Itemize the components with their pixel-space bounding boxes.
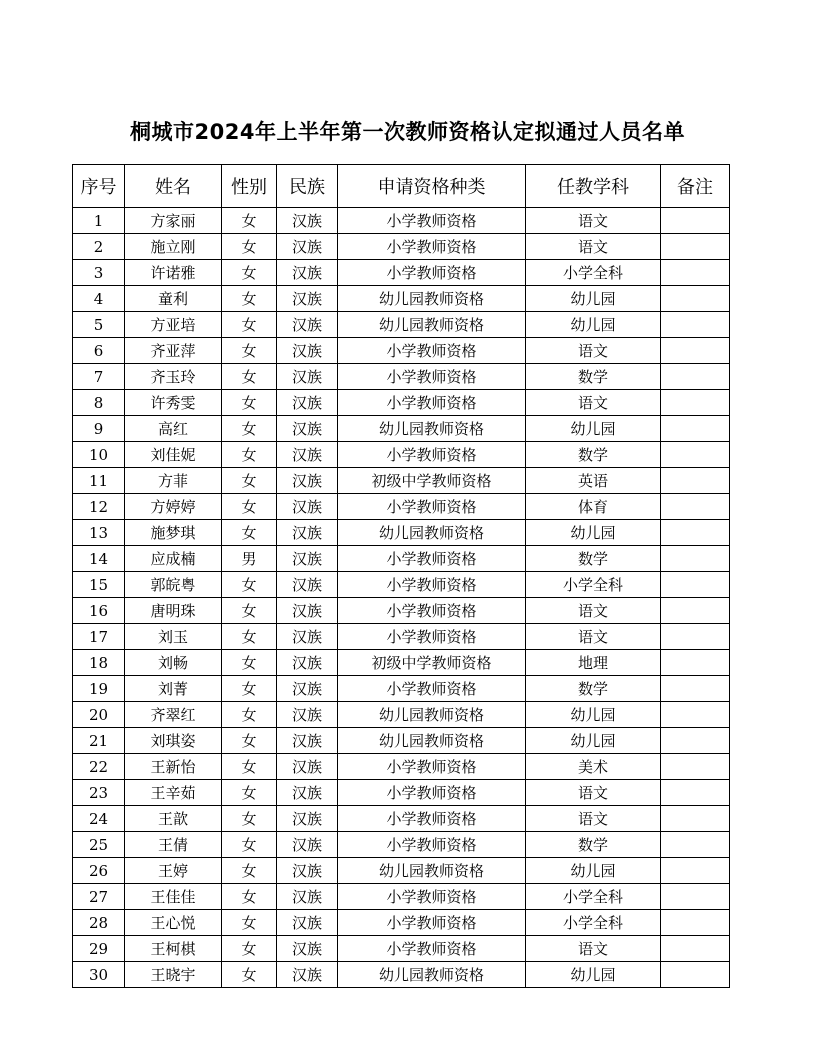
table-body [73,208,730,988]
cell-ethnicity: 汉族 [277,650,338,676]
cell-serial-number: 19 [73,676,125,702]
cell-ethnicity: 汉族 [277,494,338,520]
cell-qualification-type: 小学教师资格 [338,910,526,936]
table-row [73,754,730,780]
cell-name: 施立刚 [125,234,222,260]
cell-serial-number: 21 [73,728,125,754]
table-row [73,598,730,624]
cell-name: 施梦琪 [125,520,222,546]
cell-qualification-type: 小学教师资格 [338,624,526,650]
cell-ethnicity: 汉族 [277,858,338,884]
document-title: 桐城市2024年上半年第一次教师资格认定拟通过人员名单 [130,120,685,144]
table-row [73,806,730,832]
cell-name: 王歆 [125,806,222,832]
cell-teaching-subject: 英语 [526,468,661,494]
table-row [73,494,730,520]
cell-remarks [661,806,730,832]
cell-ethnicity: 汉族 [277,624,338,650]
cell-gender: 女 [222,390,277,416]
cell-gender: 女 [222,832,277,858]
cell-ethnicity: 汉族 [277,572,338,598]
cell-name: 唐明珠 [125,598,222,624]
cell-ethnicity: 汉族 [277,598,338,624]
cell-name: 方婷婷 [125,494,222,520]
cell-serial-number: 15 [73,572,125,598]
cell-qualification-type: 小学教师资格 [338,442,526,468]
cell-serial-number: 7 [73,364,125,390]
cell-qualification-type: 小学教师资格 [338,260,526,286]
cell-remarks [661,312,730,338]
table-row [73,650,730,676]
header-ethnicity: 民族 [277,165,338,208]
cell-ethnicity: 汉族 [277,390,338,416]
cell-serial-number: 3 [73,260,125,286]
cell-serial-number: 25 [73,832,125,858]
cell-serial-number: 11 [73,468,125,494]
cell-remarks [661,832,730,858]
cell-ethnicity: 汉族 [277,910,338,936]
roster-table [72,164,730,988]
cell-ethnicity: 汉族 [277,208,338,234]
cell-name: 王新怡 [125,754,222,780]
cell-gender: 女 [222,598,277,624]
cell-teaching-subject: 美术 [526,754,661,780]
table-row [73,780,730,806]
cell-remarks [661,208,730,234]
cell-ethnicity: 汉族 [277,234,338,260]
cell-remarks [661,936,730,962]
header-teaching-subject: 任教学科 [526,165,661,208]
cell-remarks [661,234,730,260]
cell-ethnicity: 汉族 [277,468,338,494]
cell-name: 王佳佳 [125,884,222,910]
table-row [73,858,730,884]
cell-ethnicity: 汉族 [277,520,338,546]
cell-ethnicity: 汉族 [277,442,338,468]
cell-remarks [661,650,730,676]
cell-gender: 女 [222,520,277,546]
cell-teaching-subject: 语文 [526,780,661,806]
cell-qualification-type: 幼儿园教师资格 [338,858,526,884]
cell-remarks [661,286,730,312]
cell-teaching-subject: 小学全科 [526,260,661,286]
cell-qualification-type: 幼儿园教师资格 [338,728,526,754]
cell-name: 王倩 [125,832,222,858]
cell-gender: 女 [222,338,277,364]
cell-ethnicity: 汉族 [277,728,338,754]
cell-remarks [661,572,730,598]
cell-qualification-type: 小学教师资格 [338,832,526,858]
cell-gender: 女 [222,884,277,910]
cell-teaching-subject: 地理 [526,650,661,676]
cell-ethnicity: 汉族 [277,754,338,780]
table-row [73,702,730,728]
cell-serial-number: 30 [73,962,125,988]
cell-teaching-subject: 语文 [526,624,661,650]
cell-qualification-type: 幼儿园教师资格 [338,312,526,338]
table-row [73,520,730,546]
cell-serial-number: 17 [73,624,125,650]
table-row [73,390,730,416]
header-row [73,165,730,208]
table-row [73,286,730,312]
cell-qualification-type: 小学教师资格 [338,572,526,598]
cell-serial-number: 14 [73,546,125,572]
table-row [73,910,730,936]
cell-name: 刘菁 [125,676,222,702]
cell-teaching-subject: 小学全科 [526,884,661,910]
cell-ethnicity: 汉族 [277,962,338,988]
cell-ethnicity: 汉族 [277,806,338,832]
cell-qualification-type: 小学教师资格 [338,208,526,234]
cell-teaching-subject: 数学 [526,364,661,390]
cell-teaching-subject: 小学全科 [526,572,661,598]
cell-serial-number: 5 [73,312,125,338]
cell-serial-number: 12 [73,494,125,520]
cell-name: 许秀雯 [125,390,222,416]
cell-ethnicity: 汉族 [277,416,338,442]
cell-serial-number: 22 [73,754,125,780]
cell-serial-number: 18 [73,650,125,676]
cell-remarks [661,598,730,624]
cell-serial-number: 13 [73,520,125,546]
cell-gender: 女 [222,676,277,702]
cell-remarks [661,260,730,286]
cell-remarks [661,754,730,780]
cell-name: 刘琪姿 [125,728,222,754]
cell-gender: 女 [222,624,277,650]
cell-serial-number: 20 [73,702,125,728]
cell-remarks [661,962,730,988]
table-row [73,832,730,858]
cell-serial-number: 28 [73,910,125,936]
cell-name: 方家丽 [125,208,222,234]
cell-teaching-subject: 语文 [526,936,661,962]
cell-teaching-subject: 语文 [526,208,661,234]
cell-ethnicity: 汉族 [277,832,338,858]
cell-teaching-subject: 幼儿园 [526,858,661,884]
cell-ethnicity: 汉族 [277,780,338,806]
cell-qualification-type: 初级中学教师资格 [338,468,526,494]
cell-name: 王婷 [125,858,222,884]
cell-qualification-type: 幼儿园教师资格 [338,416,526,442]
header-serial-number: 序号 [73,165,125,208]
cell-ethnicity: 汉族 [277,260,338,286]
table-row [73,936,730,962]
table-row [73,416,730,442]
cell-serial-number: 29 [73,936,125,962]
cell-serial-number: 4 [73,286,125,312]
cell-ethnicity: 汉族 [277,676,338,702]
cell-teaching-subject: 数学 [526,442,661,468]
table-row [73,572,730,598]
cell-remarks [661,780,730,806]
cell-gender: 女 [222,442,277,468]
cell-ethnicity: 汉族 [277,702,338,728]
cell-gender: 男 [222,546,277,572]
cell-teaching-subject: 幼儿园 [526,416,661,442]
cell-ethnicity: 汉族 [277,286,338,312]
cell-remarks [661,624,730,650]
cell-teaching-subject: 语文 [526,338,661,364]
cell-ethnicity: 汉族 [277,312,338,338]
cell-name: 王晓宇 [125,962,222,988]
cell-name: 齐玉玲 [125,364,222,390]
cell-gender: 女 [222,364,277,390]
cell-teaching-subject: 语文 [526,390,661,416]
cell-name: 高红 [125,416,222,442]
cell-name: 齐亚萍 [125,338,222,364]
cell-remarks [661,520,730,546]
cell-remarks [661,546,730,572]
cell-remarks [661,702,730,728]
cell-serial-number: 6 [73,338,125,364]
table-row [73,624,730,650]
cell-qualification-type: 小学教师资格 [338,494,526,520]
cell-qualification-type: 小学教师资格 [338,598,526,624]
cell-qualification-type: 幼儿园教师资格 [338,520,526,546]
header-qualification-type: 申请资格种类 [338,165,526,208]
cell-gender: 女 [222,702,277,728]
cell-ethnicity: 汉族 [277,884,338,910]
cell-qualification-type: 幼儿园教师资格 [338,962,526,988]
table-row [73,260,730,286]
cell-qualification-type: 小学教师资格 [338,780,526,806]
cell-serial-number: 26 [73,858,125,884]
cell-gender: 女 [222,650,277,676]
cell-gender: 女 [222,936,277,962]
table-row [73,546,730,572]
cell-name: 王辛茹 [125,780,222,806]
cell-ethnicity: 汉族 [277,936,338,962]
cell-teaching-subject: 语文 [526,234,661,260]
cell-qualification-type: 幼儿园教师资格 [338,286,526,312]
cell-remarks [661,416,730,442]
cell-teaching-subject: 幼儿园 [526,286,661,312]
cell-name: 刘玉 [125,624,222,650]
cell-gender: 女 [222,806,277,832]
cell-gender: 女 [222,910,277,936]
cell-serial-number: 9 [73,416,125,442]
cell-gender: 女 [222,260,277,286]
table-row [73,884,730,910]
table-row [73,442,730,468]
table-row [73,364,730,390]
cell-qualification-type: 小学教师资格 [338,234,526,260]
header-name: 姓名 [125,165,222,208]
cell-teaching-subject: 幼儿园 [526,728,661,754]
cell-remarks [661,676,730,702]
cell-qualification-type: 小学教师资格 [338,936,526,962]
cell-gender: 女 [222,286,277,312]
table-header [73,165,730,208]
table-row [73,208,730,234]
cell-gender: 女 [222,572,277,598]
cell-teaching-subject: 语文 [526,806,661,832]
cell-serial-number: 2 [73,234,125,260]
cell-remarks [661,364,730,390]
header-gender: 性别 [222,165,277,208]
cell-gender: 女 [222,312,277,338]
cell-gender: 女 [222,416,277,442]
cell-gender: 女 [222,494,277,520]
cell-name: 童利 [125,286,222,312]
cell-teaching-subject: 幼儿园 [526,520,661,546]
cell-ethnicity: 汉族 [277,338,338,364]
table-row [73,728,730,754]
cell-gender: 女 [222,728,277,754]
header-remarks: 备注 [661,165,730,208]
cell-remarks [661,494,730,520]
cell-gender: 女 [222,780,277,806]
cell-name: 齐翠红 [125,702,222,728]
table-row [73,338,730,364]
cell-name: 王柯棋 [125,936,222,962]
cell-ethnicity: 汉族 [277,364,338,390]
cell-teaching-subject: 幼儿园 [526,962,661,988]
cell-gender: 女 [222,754,277,780]
cell-serial-number: 8 [73,390,125,416]
table-row [73,312,730,338]
cell-qualification-type: 小学教师资格 [338,546,526,572]
cell-teaching-subject: 数学 [526,546,661,572]
cell-qualification-type: 小学教师资格 [338,364,526,390]
cell-teaching-subject: 体育 [526,494,661,520]
table-row [73,468,730,494]
cell-qualification-type: 小学教师资格 [338,884,526,910]
cell-gender: 女 [222,208,277,234]
cell-name: 方亚培 [125,312,222,338]
cell-serial-number: 16 [73,598,125,624]
cell-name: 应成楠 [125,546,222,572]
cell-teaching-subject: 幼儿园 [526,702,661,728]
cell-gender: 女 [222,858,277,884]
cell-serial-number: 1 [73,208,125,234]
cell-teaching-subject: 小学全科 [526,910,661,936]
table-row [73,234,730,260]
cell-remarks [661,442,730,468]
cell-name: 王心悦 [125,910,222,936]
cell-remarks [661,338,730,364]
cell-teaching-subject: 幼儿园 [526,312,661,338]
cell-qualification-type: 初级中学教师资格 [338,650,526,676]
cell-gender: 女 [222,234,277,260]
cell-remarks [661,910,730,936]
cell-name: 许诺雅 [125,260,222,286]
cell-teaching-subject: 数学 [526,832,661,858]
cell-teaching-subject: 数学 [526,676,661,702]
cell-gender: 女 [222,468,277,494]
cell-qualification-type: 小学教师资格 [338,676,526,702]
cell-gender: 女 [222,962,277,988]
table-row [73,676,730,702]
cell-serial-number: 24 [73,806,125,832]
table-row [73,962,730,988]
cell-serial-number: 27 [73,884,125,910]
cell-remarks [661,858,730,884]
cell-serial-number: 10 [73,442,125,468]
cell-name: 方菲 [125,468,222,494]
cell-qualification-type: 小学教师资格 [338,390,526,416]
cell-qualification-type: 小学教师资格 [338,806,526,832]
cell-qualification-type: 小学教师资格 [338,338,526,364]
cell-name: 刘畅 [125,650,222,676]
cell-remarks [661,884,730,910]
cell-qualification-type: 小学教师资格 [338,754,526,780]
cell-remarks [661,728,730,754]
cell-remarks [661,390,730,416]
cell-ethnicity: 汉族 [277,546,338,572]
cell-remarks [661,468,730,494]
cell-serial-number: 23 [73,780,125,806]
cell-name: 郭皖粤 [125,572,222,598]
cell-name: 刘佳妮 [125,442,222,468]
cell-teaching-subject: 语文 [526,598,661,624]
cell-qualification-type: 幼儿园教师资格 [338,702,526,728]
